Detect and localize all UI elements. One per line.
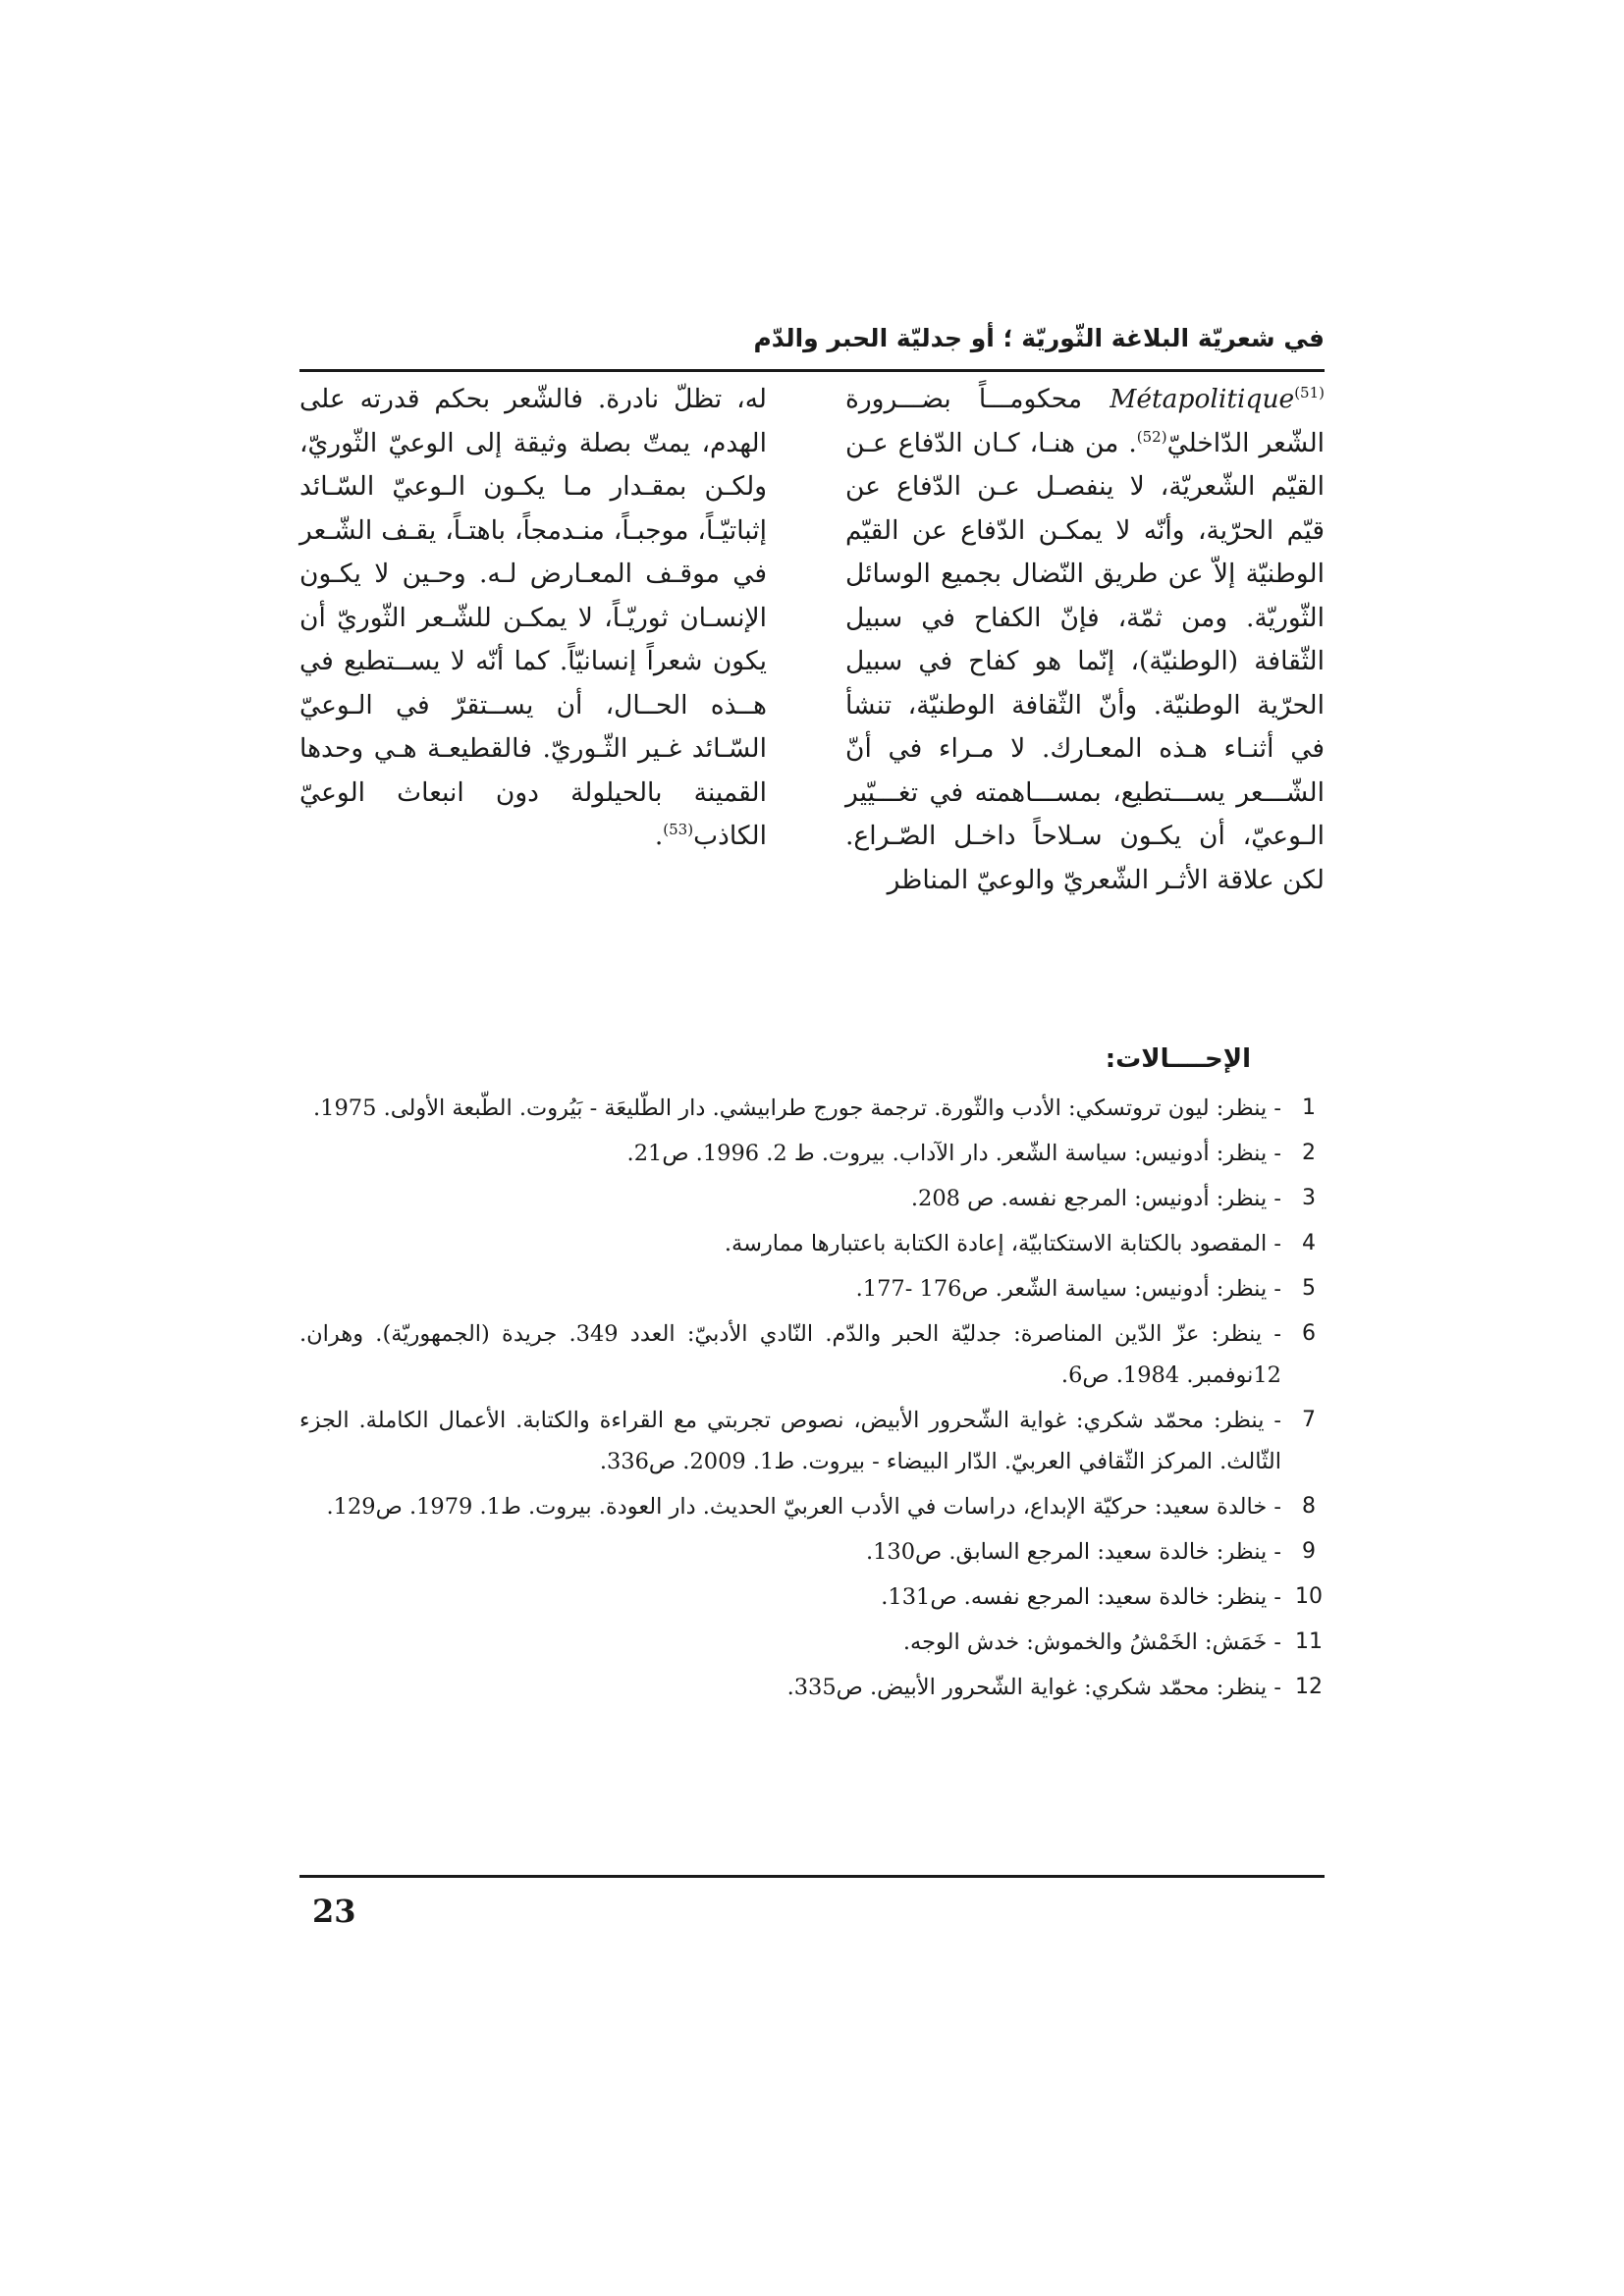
reference-number: 11 xyxy=(1295,1629,1323,1654)
reference-number: 9 xyxy=(1302,1539,1316,1564)
reference-number: 1 xyxy=(1302,1095,1316,1120)
footer-divider xyxy=(299,1875,1325,1878)
footnote-ref-51[interactable]: (51) xyxy=(1294,384,1325,402)
reference-item xyxy=(299,1667,1325,1708)
body-text-segment: . xyxy=(654,821,664,851)
footnote-ref-52[interactable]: (52) xyxy=(1136,427,1167,446)
reference-text: - ينظر: أدونيس: المرجع نفسه. ص 208. xyxy=(910,1186,1281,1211)
reference-item xyxy=(299,1133,1325,1174)
reference-number: 5 xyxy=(1302,1276,1316,1301)
header-divider xyxy=(299,369,1325,372)
reference-number: 4 xyxy=(1302,1231,1316,1255)
reference-text: - المقصود بالكتابة الاستكتابيّة، إعادة الكتابة باعتبارها ممارسة. xyxy=(724,1231,1281,1256)
reference-item xyxy=(299,1576,1325,1618)
reference-item xyxy=(299,1178,1325,1219)
reference-item xyxy=(299,1486,1325,1527)
reference-item xyxy=(299,1313,1325,1396)
reference-number: 3 xyxy=(1302,1186,1316,1210)
reference-text: - خَمَش: الخَمْشُ والخموش: خدش الوجه. xyxy=(902,1629,1281,1655)
reference-item xyxy=(299,1268,1325,1309)
reference-text: - ينظر: أدونيس: سياسة الشّعر. ص176 -177. xyxy=(855,1276,1281,1302)
reference-number: 10 xyxy=(1295,1584,1323,1609)
reference-text: - ينظر: عزّ الدّين المناصرة: جدليّة الحبر والدّم. النّادي الأدبيّ: العدد 349. جريدة (الجمهوريّة). وهران. 12نوفمبر. 1984. ص6. xyxy=(299,1321,1281,1388)
reference-text: - ينظر: خالدة سعيد: المرجع نفسه. ص131. xyxy=(881,1584,1281,1610)
body-text-segment: محكومـــاً بضـــرورة الشّعر الدّاخليّ xyxy=(845,384,1326,458)
latin-term: Métapolitique xyxy=(1110,384,1295,414)
body-column-right xyxy=(845,378,1325,902)
reference-number: 6 xyxy=(1302,1321,1316,1346)
body-paragraph-right xyxy=(845,378,1325,902)
reference-number: 12 xyxy=(1295,1675,1323,1699)
reference-text: - ينظر: أدونيس: سياسة الشّعر. دار الآداب. بيروت. ط 2. 1996. ص21. xyxy=(626,1141,1281,1166)
reference-item xyxy=(299,1223,1325,1264)
reference-item xyxy=(299,1088,1325,1129)
body-paragraph-left xyxy=(299,378,767,859)
body-text-segment: له، تظلّ نادرة. فالشّعر بحكم قدرته على الهدم، يمتّ بصلة وثيقة إلى الوعيّ الثّوريّ، ولكـن بمقـدار مـا يكـون الـوعيّ السّـائد إثباتيّـاً، موجبـاً، منـدمجاً، باهتـاً، يقـف الشّـعر في موقـف المعـارض لـه. وحـين لا يكـون الإنسـان ثوريّـاً، لا يمكـن للشّـعر الثّوريّ أن يكون شعراً إنسانيّاً. كما أنّه لا يســتطيع في هــذه الحــال، أن يســتقرّ في الـوعيّ السّـائد غـير الثّـوريّ. فالقطيعـة هـي وحدها القمينة بالحيلولة دون انبعاث الوعيّ الكاذب xyxy=(299,384,767,851)
references-list xyxy=(299,1088,1325,1712)
body-column-left xyxy=(299,378,767,859)
page-number: 23 xyxy=(312,1893,356,1930)
reference-number: 2 xyxy=(1302,1141,1316,1165)
reference-text: - ينظر: محمّد شكري: غواية الشّحرور الأبيض. ص335. xyxy=(786,1675,1281,1700)
reference-number: 8 xyxy=(1302,1494,1316,1519)
body-text-segment: . من هنـا، كـان الدّفاع عـن القيّم الشّعريّة، لا ينفصـل عـن الدّفاع عن قيّم الحرّية، وأنّه لا يمكـن الدّفاع عن القيّم الوطنيّة إلاّ عن طريق النّضال بجميع الوسائل الثّوريّة. ومن ثمّة، فإنّ الكفاح في سبيل الثّقافة (الوطنيّة)، إنّما هو كفاح في سبيل الحرّية الوطنيّة. وأنّ الثّقافة الوطنيّة، تنشأ في أثنـاء هـذه المعـارك. لا مـراء في أنّ الشّـــعر يســـتطيع، بمســـاهمته في تغـــيّير الـوعيّ، أن يكـون سـلاحاً داخـل الصّـراع. لكن علاقة الأثـر الشّعريّ والوعيّ المناظر xyxy=(845,427,1325,895)
references-heading: الإحــــالات: xyxy=(1105,1044,1251,1074)
reference-item xyxy=(299,1400,1325,1482)
reference-text: - خالدة سعيد: حركيّة الإبداع، دراسات في الأدب العربيّ الحديث. دار العودة. بيروت. ط1. 1979. ص129. xyxy=(326,1494,1281,1520)
reference-text: - ينظر: ليون تروتسكي: الأدب والثّورة. ترجمة جورج طرابيشي. دار الطّليعَة - بَيُروت. الطّبعة الأولى. 1975. xyxy=(313,1095,1281,1121)
reference-text: - ينظر: خالدة سعيد: المرجع السابق. ص130. xyxy=(865,1539,1281,1565)
running-header: في شعريّة البلاغة الثّوريّة ؛ أو جدليّة الحبر والدّم xyxy=(753,324,1325,352)
reference-number: 7 xyxy=(1302,1408,1316,1432)
footnote-ref-53[interactable]: (53) xyxy=(663,821,694,839)
reference-item xyxy=(299,1531,1325,1573)
reference-item xyxy=(299,1622,1325,1663)
reference-text: - ينظر: محمّد شكري: غواية الشّحرور الأبيض، نصوص تجربتي مع القراءة والكتابة. الأعمال الكاملة. الجزء الثّالث. المركز الثّقافي العربيّ. الدّار البيضاء - بيروت. ط1. 2009. ص336. xyxy=(299,1408,1281,1474)
